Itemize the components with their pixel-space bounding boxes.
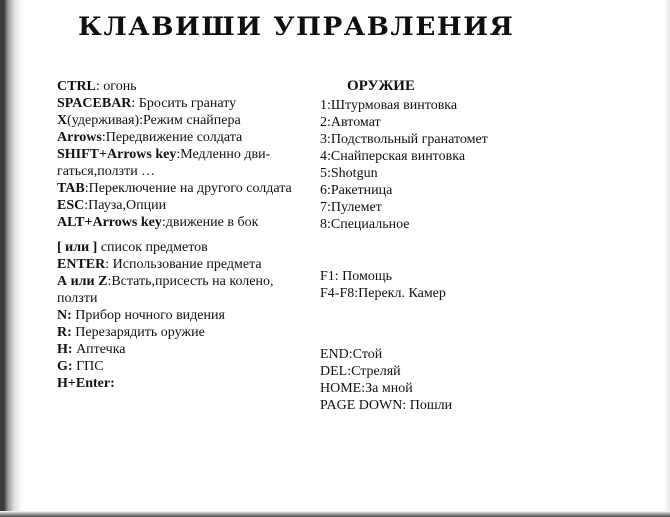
control-item: [57, 375, 312, 392]
control-key: TAB: [57, 181, 85, 196]
control-desc: Аптечка: [72, 342, 126, 357]
function-key-item: F1: Помощь: [320, 269, 393, 284]
control-desc: список предметов: [97, 240, 208, 255]
control-item: [57, 180, 312, 197]
control-key: [ или ]: [57, 240, 98, 255]
weapon-item: 4:Снайперская винтовка: [320, 149, 466, 164]
control-key: CTRL: [57, 79, 96, 94]
weapon-item: 6:Ракетница: [320, 183, 393, 198]
control-item: [57, 112, 312, 129]
control-desc: ГПС: [72, 359, 104, 374]
function-keys-section: [320, 268, 446, 302]
control-desc: :движение в бок: [161, 215, 259, 230]
controls-list: [57, 78, 312, 392]
control-key: SHIFT+Arrows key: [57, 147, 177, 162]
control-desc: :Медленно дви-гаться,ползти …: [57, 147, 271, 179]
control-item: [57, 197, 312, 214]
control-key: А или Z: [57, 274, 108, 289]
scan-edge-right: [664, 0, 670, 517]
weapon-item: 2:Автомат: [320, 115, 381, 130]
control-key: ESC: [57, 198, 85, 213]
squad-command-item: HOME:За мной: [320, 381, 413, 396]
control-item: [57, 341, 312, 358]
control-key: G:: [57, 359, 73, 374]
control-key: X: [57, 113, 68, 128]
control-desc: : Бросить гранату: [131, 96, 237, 111]
weapon-item: 7:Пулемет: [320, 200, 382, 215]
page-title: КЛАВИШИ УПРАВЛЕНИЯ: [78, 12, 515, 41]
control-item: [57, 95, 312, 112]
weapons-heading: ОРУЖИЕ: [347, 78, 415, 94]
control-item: [57, 129, 312, 146]
control-item: [57, 146, 312, 180]
function-key-item: F4-F8:Перекл. Камер: [320, 286, 446, 301]
control-item: [57, 239, 312, 256]
weapon-item: 1:Штурмовая винтовка: [320, 98, 458, 113]
control-key: Arrows: [57, 130, 102, 145]
control-key: N:: [57, 308, 72, 323]
control-desc: Прибор ночного видения: [71, 308, 225, 323]
weapon-item: 8:Специальное: [320, 217, 410, 232]
control-item: [57, 307, 312, 324]
weapon-item: 5:Shotgun: [320, 166, 378, 181]
control-desc: :Пауза,Опции: [84, 198, 167, 213]
control-desc: Перезарядить оружие: [71, 325, 205, 340]
control-item: [57, 256, 312, 273]
weapon-item: 3:Подствольный гранатомет: [320, 132, 488, 147]
control-item: [57, 78, 312, 95]
control-desc: :Переключение на другого солдата: [84, 181, 292, 196]
scan-edge-bottom: [0, 511, 670, 517]
control-desc: :Встать,присесть на колено, ползти: [57, 274, 274, 306]
control-key: H+Enter:: [57, 376, 115, 391]
control-desc: : огонь: [95, 79, 137, 94]
squad-commands-section: [320, 346, 452, 414]
control-item: [57, 324, 312, 341]
squad-command-item: END:Стой: [320, 347, 383, 362]
control-key: H:: [57, 342, 73, 357]
control-desc: : Использование предмета: [105, 257, 262, 272]
control-key: SPACEBAR: [57, 96, 132, 111]
control-desc: :Передвижение солдата: [101, 130, 243, 145]
control-item: [57, 273, 312, 307]
control-item: [57, 358, 312, 375]
squad-command-item: PAGE DOWN: Пошли: [320, 398, 453, 413]
control-key: ALT+Arrows key: [57, 215, 162, 230]
control-key: ENTER: [57, 257, 106, 272]
scan-edge-left: [0, 0, 22, 517]
squad-command-item: DEL:Стреляй: [320, 364, 401, 379]
weapons-section: [320, 78, 488, 233]
control-desc: (удерживая):Режим снайпера: [67, 113, 241, 128]
control-item: [57, 214, 312, 231]
control-key: R:: [57, 325, 72, 340]
